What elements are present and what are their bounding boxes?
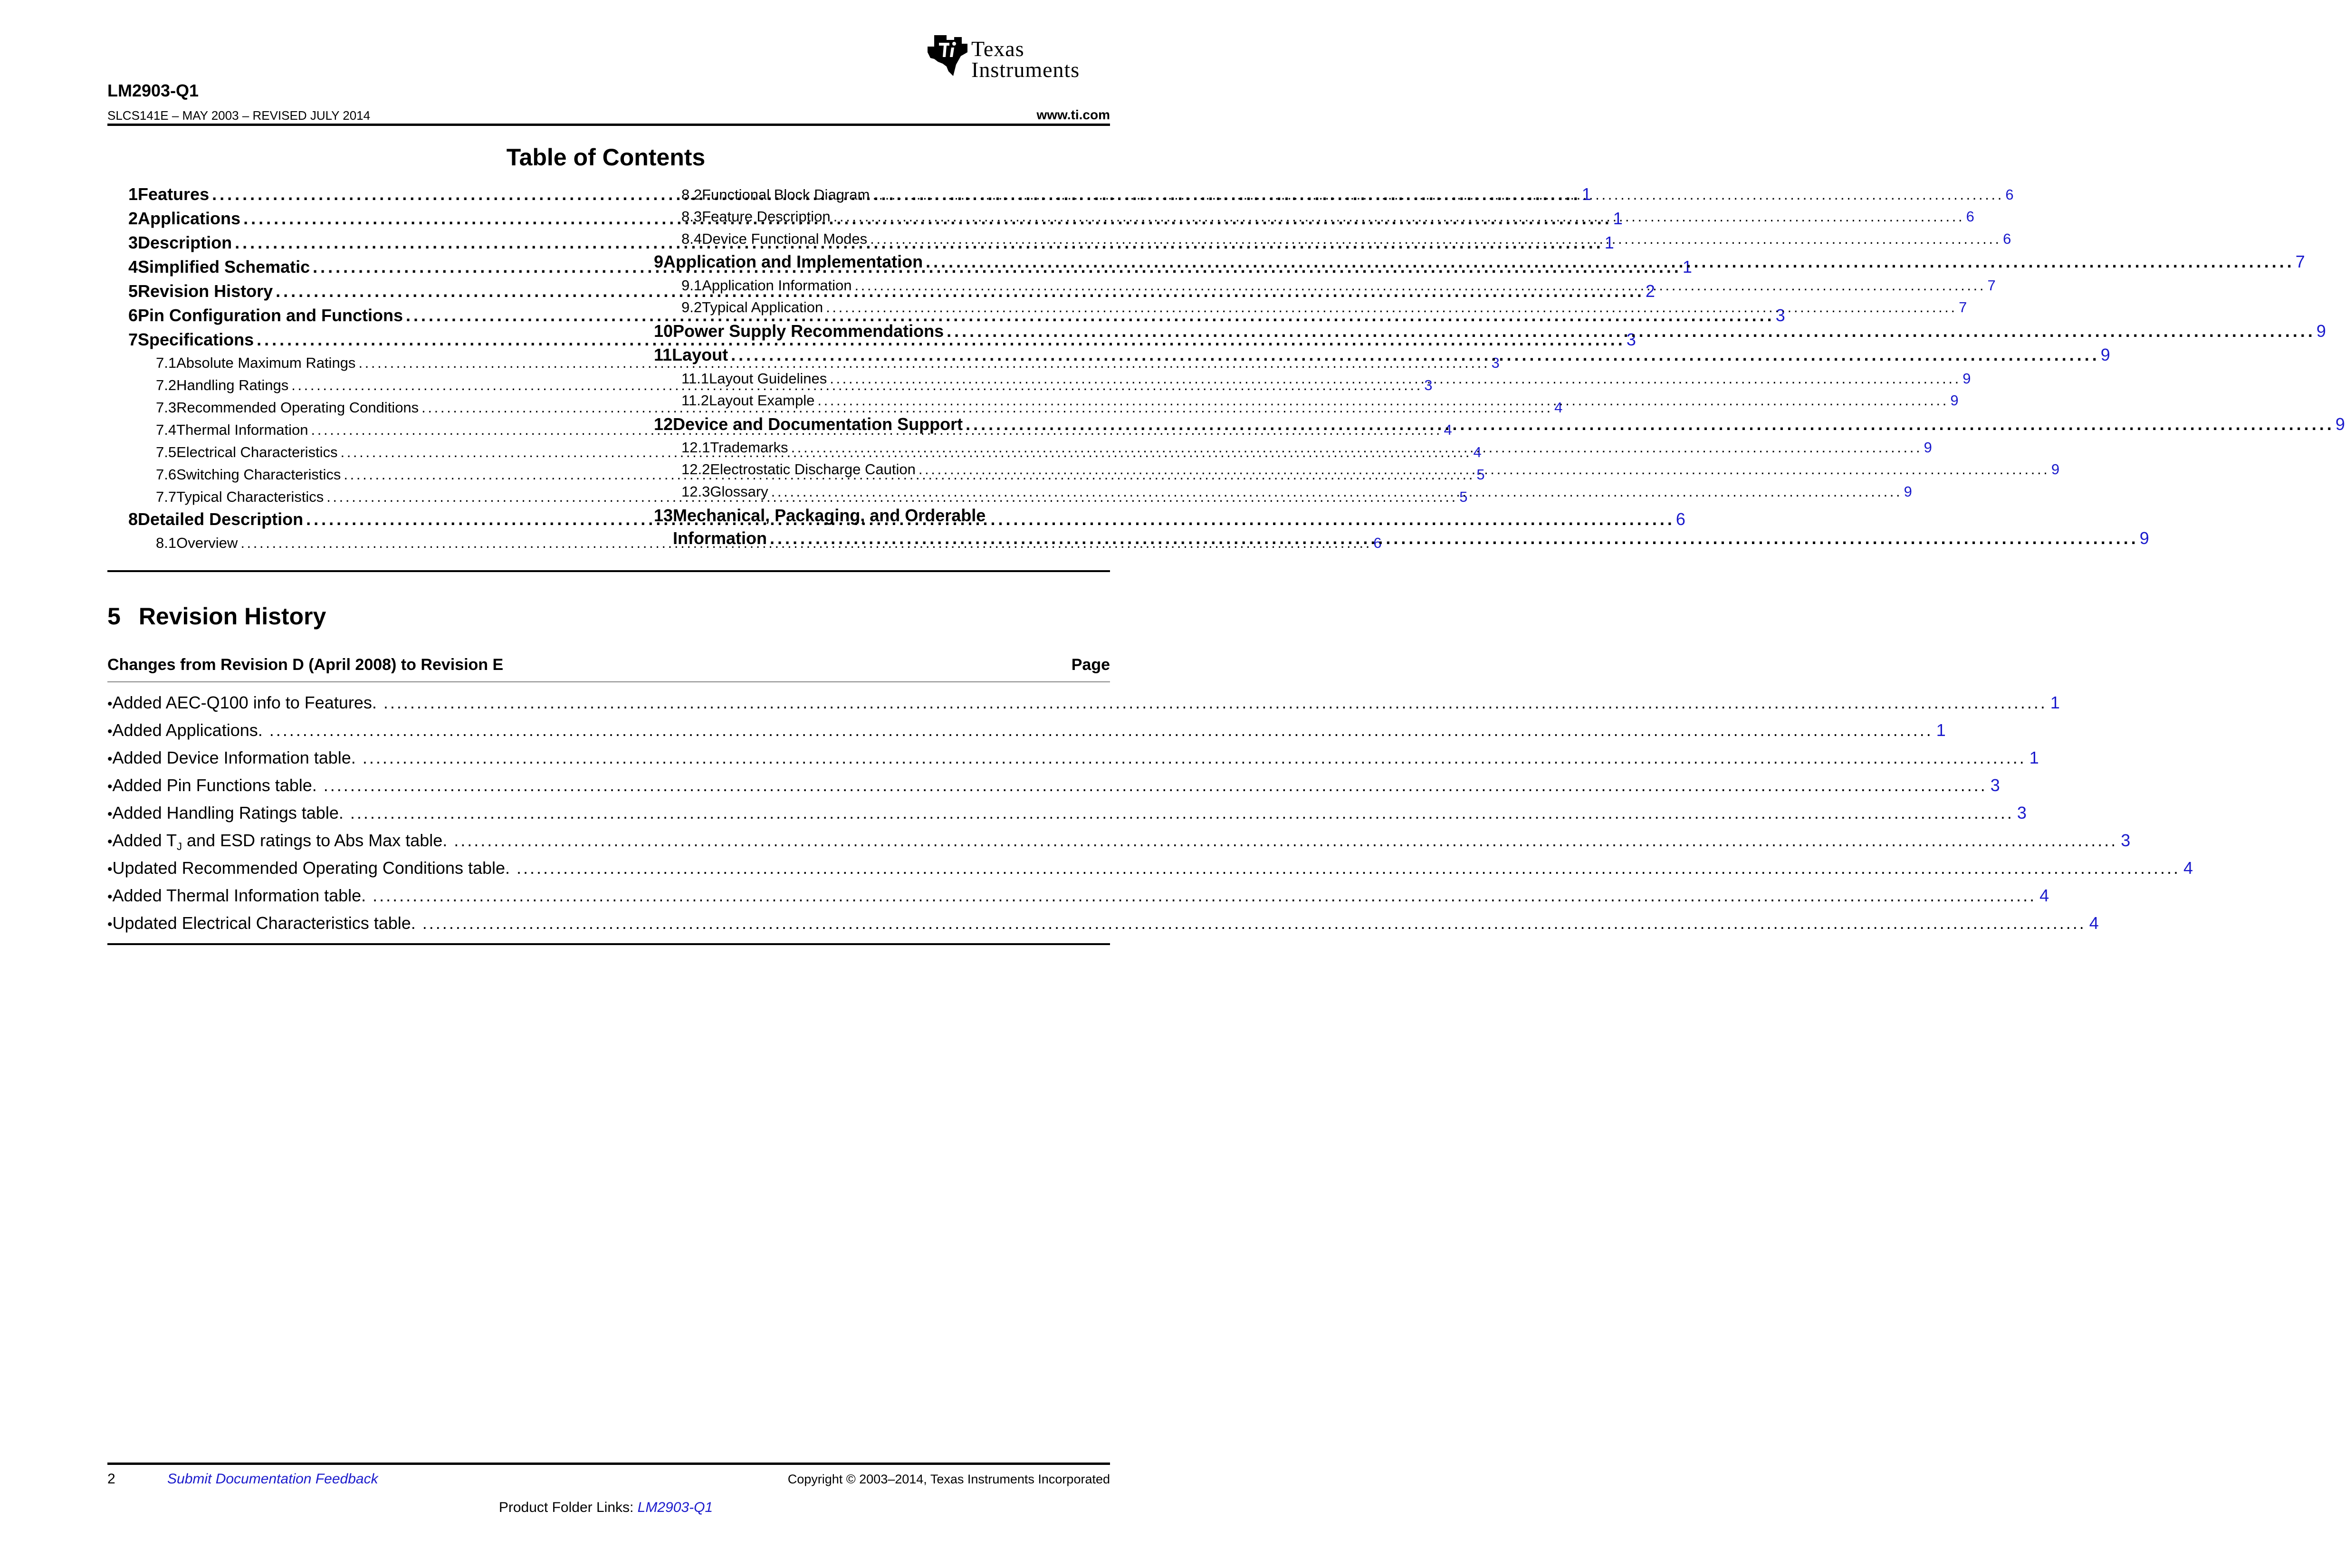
toc-leader-dots: [731, 345, 2096, 365]
bullet-icon: •: [107, 861, 113, 877]
toc-entry[interactable]: [681, 186, 2014, 208]
toc-entry-page-link[interactable]: 5: [1459, 488, 1468, 505]
toc-title: Table of Contents: [506, 144, 706, 171]
toc-leader-dots: [926, 252, 2291, 272]
toc-leader-dots: [870, 230, 1998, 248]
toc-entry-page-link[interactable]: 9: [1962, 370, 1971, 387]
toc-entry-number: 13: [654, 506, 673, 525]
feedback-link[interactable]: Submit Documentation Feedback: [167, 1471, 378, 1487]
toc-entry-label: Functional Block Diagram: [702, 186, 870, 203]
toc-rule: [107, 570, 1110, 572]
toc-entry-number: 8.1: [156, 535, 177, 551]
toc-entry-page-link[interactable]: 3: [1626, 330, 1636, 349]
toc-entry-page-link[interactable]: 1: [1604, 233, 1614, 252]
ti-logo-icon: [926, 33, 969, 79]
toc-entry-label: Specifications: [138, 330, 254, 349]
toc-entry-label: Glossary: [710, 483, 768, 500]
toc-entry-label: Applications: [138, 209, 241, 228]
toc-entry-label: Features: [138, 184, 210, 204]
toc-entry[interactable]: [681, 299, 1967, 321]
toc-entry[interactable]: [654, 345, 2110, 369]
toc-entry-page-link[interactable]: 6: [2003, 230, 2011, 247]
toc-entry-label: Typical Characteristics: [176, 488, 324, 505]
toc-entry[interactable]: [681, 370, 1971, 392]
toc-entry[interactable]: [681, 230, 2011, 252]
toc-entry-number: 12.2: [681, 461, 710, 478]
toc-entry-number: 9.2: [681, 299, 702, 316]
toc-entry-label: Pin Configuration and Functions: [138, 306, 403, 325]
toc-entry-page-link[interactable]: 5: [1476, 466, 1485, 483]
toc-entry-label: Application Information: [702, 277, 852, 294]
toc-entry-page-link[interactable]: 9: [1904, 483, 1912, 500]
page-number: 2: [107, 1471, 115, 1487]
toc-entry-number: 9.1: [681, 277, 702, 294]
revision-item: [107, 831, 2131, 858]
toc-entry-label: Application and Implementation: [663, 252, 923, 271]
revision-item: [107, 886, 2049, 913]
page-heading: Page: [1071, 656, 1110, 674]
product-folder-link[interactable]: LM2903-Q1: [637, 1500, 713, 1515]
toc-entry-number: 11.2: [681, 392, 709, 409]
toc-entry-page-link[interactable]: 9: [1924, 439, 1932, 456]
toc-entry[interactable]: [681, 277, 1996, 299]
revision-page-link[interactable]: 4: [2039, 886, 2049, 905]
leader-dots: [350, 803, 2010, 823]
revision-item: [107, 748, 2039, 775]
revision-item-text: Updated Recommended Operating Conditions table.: [112, 858, 510, 878]
revision-item: [107, 720, 1946, 748]
copyright: Copyright © 2003–2014, Texas Instruments Incorporated: [787, 1472, 1110, 1486]
toc-entry-label: Overview: [176, 535, 238, 551]
toc-entry-page-link[interactable]: 7: [1987, 277, 1996, 294]
toc-entry[interactable]: [681, 392, 1959, 414]
revision-item-text: Added Applications.: [112, 720, 263, 740]
toc-entry-page-link[interactable]: 1: [1581, 184, 1591, 204]
toc-entry-label: Simplified Schematic: [138, 257, 310, 277]
toc-entry-page-link[interactable]: 2: [1645, 281, 1655, 301]
document-title: LM2903-Q1: [107, 81, 199, 100]
revision-item: [107, 775, 2000, 803]
changes-rule: [107, 681, 1110, 682]
revision-page-link[interactable]: 3: [1990, 775, 2000, 795]
toc-entry-label: Feature Description: [702, 208, 831, 225]
toc-entry-page-link[interactable]: 9: [2316, 321, 2326, 341]
toc-entry-number: 3: [128, 233, 138, 252]
toc-entry-number: 11: [654, 345, 672, 364]
toc-entry-number: 12.1: [681, 439, 710, 456]
logo-text-line1: Texas: [971, 37, 1024, 61]
toc-entry-number: 8: [128, 509, 138, 529]
toc-entry-multiline: [673, 506, 2149, 548]
toc-leader-dots: [833, 208, 1962, 225]
logo-text-line2: Instruments: [971, 57, 1080, 82]
revision-item: [107, 913, 2099, 941]
toc-entry-page-link[interactable]: 6: [1966, 208, 1974, 225]
toc-entry-number: 11.1: [681, 370, 709, 387]
toc-entry-page-link[interactable]: 1: [1682, 257, 1692, 277]
toc-entry-label: Typical Application: [702, 299, 823, 316]
toc-entry-page-link[interactable]: 7: [2295, 252, 2305, 271]
toc-entry[interactable]: [681, 208, 1974, 230]
bullet-icon: •: [107, 834, 113, 850]
toc-entry-number: 7.3: [156, 399, 177, 416]
toc-entry-line2: [673, 528, 2149, 548]
website-link[interactable]: www.ti.com: [1036, 107, 1110, 122]
revision-end-rule: [107, 943, 1110, 945]
revision-item-text: Added Handling Ratings table.: [112, 803, 344, 822]
toc-leader-dots: [854, 277, 1982, 294]
bullet-icon: •: [107, 779, 113, 794]
folder-prefix: Product Folder Links:: [498, 1500, 638, 1515]
toc-entry-number: 6: [128, 306, 138, 325]
toc-leader-dots: [826, 299, 1954, 316]
toc-entry-number: 10: [654, 321, 673, 341]
toc-entry-label: Mechanical, Packaging, and Orderable: [673, 506, 986, 525]
toc-entry[interactable]: [654, 414, 2345, 438]
toc-entry-page-link[interactable]: 9: [2335, 414, 2345, 434]
toc-entry-page-link[interactable]: 4: [1473, 444, 1482, 460]
revision-item-text: Added Device Information table.: [112, 748, 356, 767]
toc-leader-dots: [919, 461, 2047, 478]
toc-entry-number: 7.7: [156, 488, 177, 505]
toc-leader-dots: [770, 528, 2135, 548]
footer-rule: [107, 1463, 1110, 1465]
toc-entry-label: Recommended Operating Conditions: [176, 399, 419, 416]
leader-dots: [373, 886, 2033, 906]
revision-page-link[interactable]: 1: [2029, 748, 2039, 767]
toc-entry-number: 8.3: [681, 208, 702, 225]
toc-entry[interactable]: [681, 439, 1932, 461]
toc-entry-page-link[interactable]: 4: [1444, 421, 1452, 438]
revision-item-text: [113, 831, 448, 853]
toc-entry-page-link[interactable]: 3: [1775, 306, 1785, 325]
toc-entry-label: Switching Characteristics: [176, 466, 341, 483]
toc-entry-label: Thermal Information: [176, 421, 308, 438]
toc-leader-dots: [771, 483, 1899, 500]
revision-item-text: Added Thermal Information table.: [112, 886, 366, 905]
leader-dots: [324, 775, 1984, 795]
toc-entry[interactable]: [654, 252, 2305, 276]
toc-entry-page-link[interactable]: 9: [1950, 392, 1959, 409]
toc-entry-page-link[interactable]: 9: [2139, 528, 2149, 548]
changes-heading: Changes from Revision D (April 2008) to Revision E: [107, 656, 504, 674]
leader-dots: [422, 913, 2083, 933]
toc-entry[interactable]: [681, 461, 2060, 483]
toc-entry-label: Layout Example: [709, 392, 815, 409]
revision-page-link[interactable]: 4: [2089, 913, 2099, 933]
toc-entry-label: Trademarks: [710, 439, 788, 456]
toc-entry-label: Description: [138, 233, 232, 252]
bullet-icon: •: [107, 889, 113, 905]
section-title: [107, 602, 326, 630]
revision-item-text: Added Pin Functions table.: [112, 775, 317, 795]
toc-entry-page-link[interactable]: 7: [1959, 299, 1967, 316]
revision-text-pre: Added T: [112, 831, 177, 850]
bullet-icon: •: [107, 806, 113, 822]
leader-dots: [383, 693, 2044, 713]
toc-entry-page-link[interactable]: 6: [1373, 535, 1382, 551]
toc-entry-page-link[interactable]: 9: [2051, 461, 2060, 478]
leader-dots: [363, 748, 2023, 768]
toc-entry-label: Device and Documentation Support: [673, 414, 963, 434]
bullet-icon: •: [107, 696, 113, 712]
toc-entry-label-cont: Information: [673, 528, 767, 548]
revision-page-link[interactable]: 3: [2121, 831, 2131, 850]
revision-text-sub: J: [176, 841, 182, 853]
toc-entry-number: 12.3: [681, 483, 710, 500]
toc-entry-page-link[interactable]: 9: [2100, 345, 2110, 364]
toc-entry-label: Power Supply Recommendations: [673, 321, 944, 341]
toc-leader-dots: [830, 370, 1958, 387]
revision-item: [107, 693, 2060, 720]
toc-entry-label: Device Functional Modes: [702, 230, 868, 247]
leader-dots: [269, 720, 1930, 740]
document-revision: SLCS141E – MAY 2003 – REVISED JULY 2014: [107, 108, 371, 123]
toc-entry-number: 7.6: [156, 466, 177, 483]
toc-entry-label: Layout: [672, 345, 728, 364]
header-rule: [107, 124, 1110, 126]
revision-item: [107, 858, 2193, 886]
revision-page-link[interactable]: 1: [2050, 693, 2060, 712]
toc-entry-label: Revision History: [138, 281, 273, 301]
toc-entry-label: Detailed Description: [138, 509, 304, 529]
toc-entry-page-link[interactable]: 6: [1675, 509, 1685, 529]
toc-entry[interactable]: [681, 483, 1912, 505]
toc-entry-number: 2: [128, 209, 138, 228]
revision-item-text: Added AEC-Q100 info to Features.: [112, 693, 377, 712]
toc-leader-dots: [817, 392, 1945, 409]
toc-entry-number: 9: [654, 252, 664, 271]
ti-logo: [926, 33, 1110, 81]
leader-dots: [517, 858, 2177, 878]
toc-entry-number: 7: [128, 330, 138, 349]
toc-entry-number: 12: [654, 414, 673, 434]
revision-item: [107, 803, 2027, 831]
toc-entry-page-link[interactable]: 6: [2005, 186, 2014, 203]
revision-item-text: Updated Electrical Characteristics table.: [112, 913, 416, 933]
toc-entry-page-link[interactable]: 1: [1613, 209, 1623, 228]
revision-page-link[interactable]: 3: [2017, 803, 2027, 822]
leader-dots: [454, 831, 2114, 851]
bullet-icon: •: [107, 917, 113, 932]
section-title-text: Revision History: [138, 603, 326, 630]
toc-entry-page-link[interactable]: 3: [1491, 354, 1500, 371]
toc-entry-number: 8.4: [681, 230, 702, 247]
toc-leader-dots: [947, 321, 2312, 341]
toc-entry-number: 5: [128, 281, 138, 301]
toc-entry[interactable]: [654, 506, 2149, 553]
toc-entry-number: 4: [128, 257, 138, 277]
product-folder-links: [0, 1500, 1212, 1516]
toc-entry-number: 7.4: [156, 421, 177, 438]
toc-entry-page-link[interactable]: 4: [1554, 399, 1563, 416]
bullet-icon: •: [107, 724, 113, 739]
toc-leader-dots: [872, 186, 2000, 203]
toc-entry[interactable]: [654, 321, 2326, 345]
toc-entry-number: 7.2: [156, 377, 177, 393]
toc-leader-dots: [966, 414, 2331, 434]
section-number: 5: [107, 603, 121, 630]
toc-entry-number: 1: [128, 184, 138, 204]
toc-entry-label: Electrical Characteristics: [176, 444, 338, 460]
toc-entry-label: Handling Ratings: [176, 377, 289, 393]
toc-leader-dots: [791, 439, 1919, 456]
toc-entry-label: Layout Guidelines: [709, 370, 827, 387]
toc-entry-page-link[interactable]: 3: [1424, 377, 1433, 393]
toc-entry-number: 7.5: [156, 444, 177, 460]
bullet-icon: •: [107, 751, 113, 767]
toc-entry-number: 7.1: [156, 354, 177, 371]
revision-page-link[interactable]: 1: [1936, 720, 1946, 740]
revision-text-post: and ESD ratings to Abs Max table.: [182, 831, 448, 850]
toc-entry-label: Electrostatic Discharge Caution: [710, 461, 916, 478]
toc-entry-label: Absolute Maximum Ratings: [176, 354, 356, 371]
toc-entry-number: 8.2: [681, 186, 702, 203]
revision-page-link[interactable]: 4: [2183, 858, 2193, 878]
